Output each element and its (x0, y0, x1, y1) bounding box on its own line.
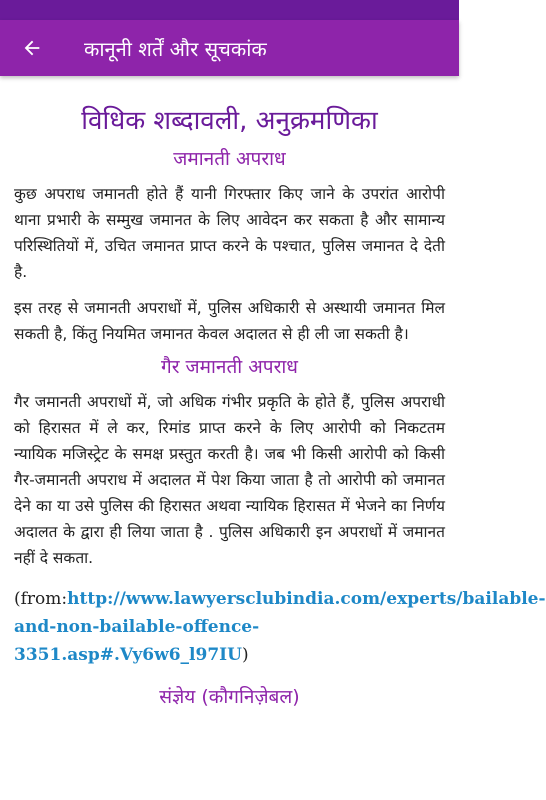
source-link-line2: and-non-bailable-offence- (14, 617, 260, 637)
paragraph-bailable-1: कुछ अपराध जमानती होते हैं यानी गिरफ्तार किए जाने के उपरांत आरोपी थाना प्रभारी के सम्मुख जमानत के लिए आवेदन कर सकता है और सामान्य परिस्थितियों में, उचित जमानत प्राप्त करने के पश्चात, पुलिस जमानत दे देती है. (14, 185, 445, 281)
source-prefix: (from: (14, 589, 68, 609)
source-link-line3: 3351.asp#.Vy6w6_l97IU (14, 645, 242, 665)
page-title: विधिक शब्दावली, अनुक्रमणिका (81, 106, 378, 136)
section-heading-cognizable: संज्ञेय (कौगनिज़ेबल) (159, 686, 300, 708)
article-content[interactable] (0, 76, 546, 800)
source-suffix: ) (241, 645, 249, 665)
app-bar (0, 20, 459, 76)
source-link[interactable] (14, 589, 546, 665)
section-heading-bailable: जमानती अपराध (173, 148, 286, 170)
source-link-line1: http://www.lawyersclubindia.com/experts/bailable- (67, 589, 546, 609)
app-title: कानूनी शर्तें और सूचकांक (84, 36, 267, 61)
paragraph-bailable-2: इस तरह से जमानती अपराधों में, पुलिस अधिकारी से अस्थायी जमानत मिल सकती है, किंतु नियमित जमानत केवल अदालत से ही ली जा सकती है। (14, 299, 445, 343)
back-button[interactable] (0, 20, 64, 76)
section-heading-non-bailable: गैर जमानती अपराध (161, 356, 298, 378)
source-citation (14, 585, 546, 669)
status-bar (0, 0, 459, 20)
paragraph-non-bailable-1: गैर जमानती अपराधों में, जो अधिक गंभीर प्रकृति के होते हैं, पुलिस अपराधी को हिरासत में ले कर, रिमांड प्राप्त करने के लिए आरोपी को निकटतम न्यायिक मजिस्ट्रेट के समक्ष प्रस्तुत करती है। जब भी किसी आरोपी को किसी गैर-जमानती अपराध में अदालत में पेश किया जाता है तो आरोपी को जमानत देने का या उसे पुलिस की हिरासत अथवा न्यायिक हिरासत में भेजने का निर्णय अदालत के द्वारा ही लिया जाता है . पुलिस अधिकारी इन अपराधों में जमानत नहीं दे सकता. (14, 393, 445, 567)
arrow-back-icon (21, 37, 43, 59)
